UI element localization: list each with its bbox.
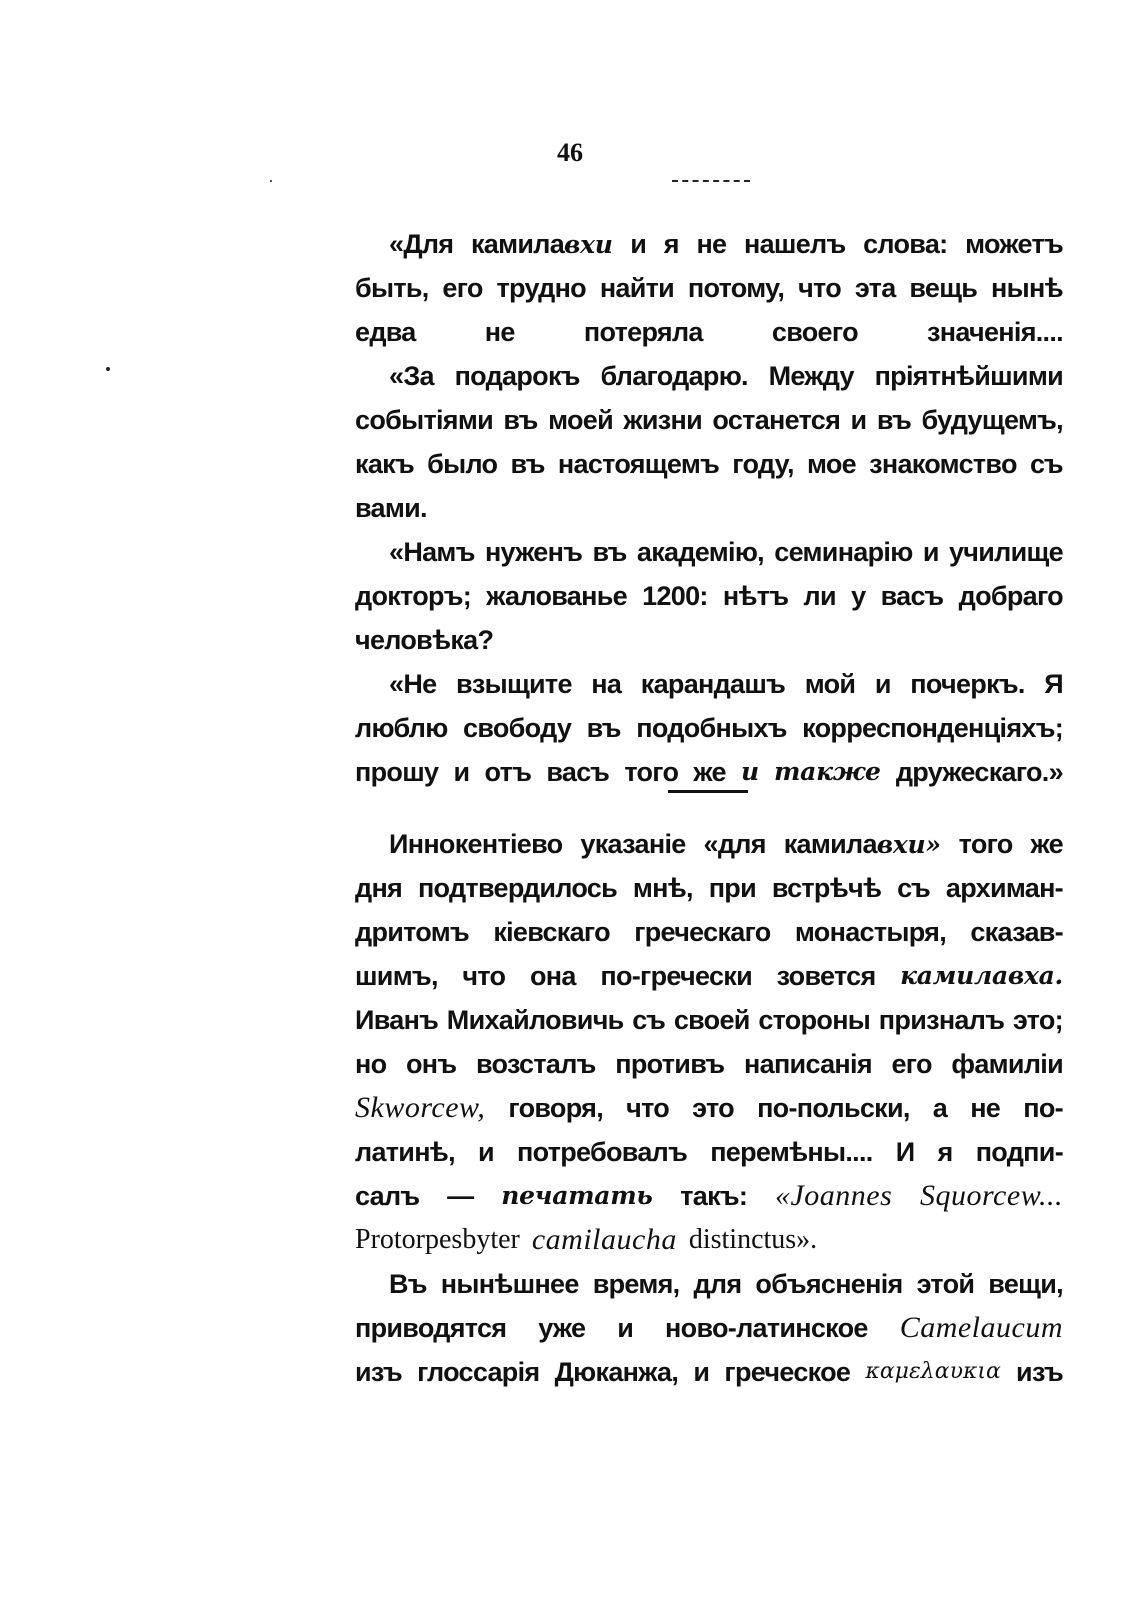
word: училище bbox=[948, 537, 1063, 567]
word: монастыря, bbox=[794, 917, 947, 947]
text-line bbox=[355, 1042, 1063, 1086]
word: на bbox=[591, 669, 622, 699]
word: печатать bbox=[501, 1181, 653, 1210]
word: не bbox=[970, 1093, 1001, 1123]
word: Въ bbox=[389, 1269, 427, 1299]
text-line bbox=[355, 1218, 1063, 1262]
word: и bbox=[740, 757, 759, 786]
text-line bbox=[355, 954, 1063, 998]
word: «Не bbox=[389, 669, 437, 699]
word: нашелъ bbox=[744, 229, 846, 259]
word: васъ bbox=[546, 757, 610, 787]
word: Михайловичь bbox=[446, 1005, 624, 1035]
page-number-underline bbox=[672, 180, 750, 182]
word: найти bbox=[599, 273, 675, 303]
word: трудно bbox=[496, 273, 586, 303]
word: призналъ bbox=[878, 1005, 1005, 1035]
word: не bbox=[484, 317, 515, 347]
word: подарокъ bbox=[454, 361, 580, 391]
word: жалованье bbox=[486, 581, 627, 611]
text-line bbox=[355, 618, 1063, 662]
word: отъ bbox=[484, 757, 532, 787]
word: по-гречески bbox=[600, 961, 752, 991]
text-line bbox=[355, 1262, 1063, 1306]
word: салъ bbox=[355, 1181, 420, 1211]
word: греческаго bbox=[634, 917, 771, 947]
word: по- bbox=[1023, 1093, 1063, 1123]
word: Иннокентіево bbox=[389, 829, 563, 859]
word: время, bbox=[592, 1269, 680, 1299]
word: корреспонденціяхъ; bbox=[802, 713, 1063, 743]
word: сказав- bbox=[970, 917, 1063, 947]
word: ли bbox=[803, 581, 836, 611]
word: вами. bbox=[355, 493, 427, 523]
word: потому, bbox=[687, 273, 785, 303]
word: я bbox=[937, 1137, 953, 1167]
word: латинѣ, bbox=[355, 1137, 455, 1167]
word: изъ bbox=[1016, 1357, 1063, 1387]
word: того bbox=[958, 829, 1013, 859]
word: быть, bbox=[355, 273, 429, 303]
word: и bbox=[874, 669, 891, 699]
word: И bbox=[895, 1137, 915, 1167]
word: было bbox=[427, 449, 498, 479]
word: значенія.... bbox=[927, 317, 1063, 347]
word: году, bbox=[732, 449, 794, 479]
word: противъ bbox=[615, 1049, 725, 1079]
word: съ bbox=[897, 873, 931, 903]
word: камилавха. bbox=[900, 961, 1063, 990]
word: и bbox=[617, 1313, 634, 1343]
word: и bbox=[630, 229, 647, 259]
word: camilaucha bbox=[531, 1223, 677, 1256]
word: будущемъ, bbox=[921, 405, 1063, 435]
text-line bbox=[355, 866, 1063, 910]
text-line bbox=[355, 1306, 1063, 1350]
word: шимъ, bbox=[355, 961, 438, 991]
text-line bbox=[355, 750, 1063, 794]
word: своего bbox=[771, 317, 858, 347]
word: ново-латинское bbox=[665, 1313, 868, 1343]
word: же bbox=[1030, 829, 1063, 859]
word-group bbox=[471, 222, 613, 266]
word: и bbox=[850, 405, 867, 435]
word: вещи, bbox=[988, 1269, 1063, 1299]
word: едва bbox=[355, 317, 416, 347]
page-number: 46 bbox=[557, 138, 583, 167]
word: также bbox=[774, 757, 881, 786]
text-line bbox=[355, 486, 1063, 530]
word: перемѣны.... bbox=[710, 1137, 873, 1167]
word: взыщите bbox=[455, 669, 572, 699]
word: по-польски, bbox=[757, 1093, 910, 1123]
text-line bbox=[355, 222, 1063, 266]
word: встрѣчѣ bbox=[771, 873, 882, 903]
word: дритомъ bbox=[355, 917, 469, 947]
text-line bbox=[355, 574, 1063, 618]
text-line bbox=[355, 442, 1063, 486]
word: она bbox=[529, 961, 576, 991]
word: Я bbox=[1044, 669, 1063, 699]
word: подпи- bbox=[975, 1137, 1063, 1167]
word: съ bbox=[632, 1005, 666, 1035]
section-divider bbox=[668, 790, 748, 793]
word: приводятся bbox=[355, 1313, 507, 1343]
word: глоссарія bbox=[417, 1357, 540, 1387]
letter-quotes bbox=[355, 222, 1063, 794]
word: «Для bbox=[389, 229, 454, 259]
word: въ bbox=[592, 537, 627, 567]
word: фамиліи bbox=[951, 1049, 1063, 1079]
word: мой bbox=[804, 669, 856, 699]
word: жизни bbox=[623, 405, 702, 435]
word: «Намъ bbox=[389, 537, 475, 567]
word: подобныхъ bbox=[636, 713, 787, 743]
word: 1200: bbox=[642, 581, 708, 611]
text-line bbox=[355, 530, 1063, 574]
word: кіевскаго bbox=[493, 917, 610, 947]
word: настоящемъ bbox=[557, 449, 720, 479]
word: пріятнѣйшими bbox=[874, 361, 1063, 391]
text-line bbox=[355, 354, 1063, 398]
word: Иванъ bbox=[355, 1005, 439, 1035]
word: при bbox=[708, 873, 756, 903]
word: прошу bbox=[355, 757, 439, 787]
word: потеряла bbox=[583, 317, 703, 347]
word: дня bbox=[355, 873, 403, 903]
word: камила bbox=[783, 829, 877, 859]
word: слова: bbox=[863, 229, 948, 259]
text-line bbox=[355, 1350, 1063, 1394]
word: у bbox=[851, 581, 866, 611]
word: и bbox=[693, 1357, 710, 1387]
word: такъ: bbox=[680, 1181, 748, 1211]
word: объясненія bbox=[755, 1269, 903, 1299]
word: возсталъ bbox=[476, 1049, 596, 1079]
word: васъ bbox=[880, 581, 944, 611]
word: для bbox=[693, 1269, 742, 1299]
word: въ bbox=[876, 405, 912, 435]
word: вхи» bbox=[876, 830, 941, 859]
word: Camelaucum bbox=[899, 1311, 1063, 1344]
word: люблю bbox=[355, 713, 448, 743]
word: и bbox=[922, 537, 939, 567]
word: его bbox=[442, 273, 483, 303]
word: «Joannes bbox=[774, 1179, 893, 1212]
text-line bbox=[355, 1174, 1063, 1218]
word: семинарію bbox=[774, 537, 913, 567]
word: мое bbox=[806, 449, 856, 479]
text-line bbox=[355, 266, 1063, 310]
word: говоря, bbox=[508, 1093, 604, 1123]
word: какъ bbox=[355, 449, 414, 479]
word: вещь bbox=[909, 273, 978, 303]
word: же bbox=[693, 757, 726, 787]
word: но bbox=[355, 1049, 387, 1079]
word: этой bbox=[916, 1269, 975, 1299]
word: человѣка? bbox=[355, 625, 494, 655]
text-line bbox=[355, 910, 1063, 954]
word: подтвердилось bbox=[417, 873, 618, 903]
word: свободу bbox=[463, 713, 572, 743]
word: вхи bbox=[564, 230, 613, 259]
word: останется bbox=[712, 405, 841, 435]
text-line bbox=[355, 1130, 1063, 1174]
word: Дюканжа, bbox=[554, 1357, 679, 1387]
word: я bbox=[663, 229, 679, 259]
word: моей bbox=[548, 405, 613, 435]
word: потребовалъ bbox=[517, 1137, 688, 1167]
word: зовется bbox=[776, 961, 876, 991]
word: можетъ bbox=[965, 229, 1063, 259]
word: указаніе bbox=[580, 829, 686, 859]
word: нѣтъ bbox=[722, 581, 789, 611]
word: уже bbox=[538, 1313, 586, 1343]
word: своей bbox=[673, 1005, 750, 1035]
word: distinctus». bbox=[688, 1224, 818, 1255]
word: академію, bbox=[636, 537, 764, 567]
word: что bbox=[798, 273, 841, 303]
word: а bbox=[932, 1093, 948, 1123]
word: изъ bbox=[355, 1357, 402, 1387]
word: того bbox=[624, 757, 679, 787]
word: въ bbox=[503, 405, 538, 435]
word: — bbox=[447, 1181, 474, 1211]
text-line bbox=[355, 706, 1063, 750]
word: написанія bbox=[744, 1049, 872, 1079]
word: благодарю. bbox=[600, 361, 748, 391]
word: Squorcew... bbox=[920, 1179, 1063, 1212]
word: нуженъ bbox=[484, 537, 583, 567]
word: и bbox=[477, 1137, 494, 1167]
word: добраго bbox=[958, 581, 1063, 611]
word: почеркъ. bbox=[910, 669, 1025, 699]
word: Skworcew, bbox=[355, 1091, 486, 1124]
word: докторъ; bbox=[355, 581, 472, 611]
word: Protorpesbyter bbox=[355, 1224, 520, 1255]
word: камила bbox=[470, 229, 565, 259]
scan-speck bbox=[270, 180, 272, 182]
text-line bbox=[355, 822, 1063, 866]
word: стороны bbox=[758, 1005, 871, 1035]
word: эта bbox=[854, 273, 896, 303]
word: карандашъ bbox=[640, 669, 786, 699]
word: въ bbox=[586, 713, 621, 743]
word: нынѣшнее bbox=[440, 1269, 579, 1299]
word: мнѣ, bbox=[632, 873, 693, 903]
word: его bbox=[891, 1049, 932, 1079]
word: нынѣ bbox=[991, 273, 1063, 303]
word: событіями bbox=[355, 405, 493, 435]
word: и bbox=[453, 757, 470, 787]
word: «За bbox=[389, 361, 434, 391]
word: καμελαυκια bbox=[865, 1359, 1001, 1384]
word: что bbox=[626, 1093, 670, 1123]
word: онъ bbox=[406, 1049, 457, 1079]
word: «для bbox=[703, 829, 766, 859]
text-line bbox=[355, 310, 1063, 354]
text-line bbox=[355, 662, 1063, 706]
word: въ bbox=[510, 449, 545, 479]
word: не bbox=[696, 229, 727, 259]
text-line bbox=[355, 398, 1063, 442]
narrative-text bbox=[355, 822, 1063, 1394]
word: что bbox=[462, 961, 506, 991]
scan-speck bbox=[106, 367, 110, 371]
word: это; bbox=[1012, 1005, 1063, 1035]
text-line bbox=[355, 1086, 1063, 1130]
word: архиман- bbox=[945, 873, 1063, 903]
word: Между bbox=[768, 361, 854, 391]
text-line bbox=[355, 998, 1063, 1042]
word: дружескаго.» bbox=[895, 757, 1063, 787]
word-group bbox=[784, 822, 941, 866]
word: это bbox=[692, 1093, 734, 1123]
word: съ bbox=[1029, 449, 1063, 479]
word: знакомство bbox=[869, 449, 1017, 479]
word: греческое bbox=[724, 1357, 851, 1387]
